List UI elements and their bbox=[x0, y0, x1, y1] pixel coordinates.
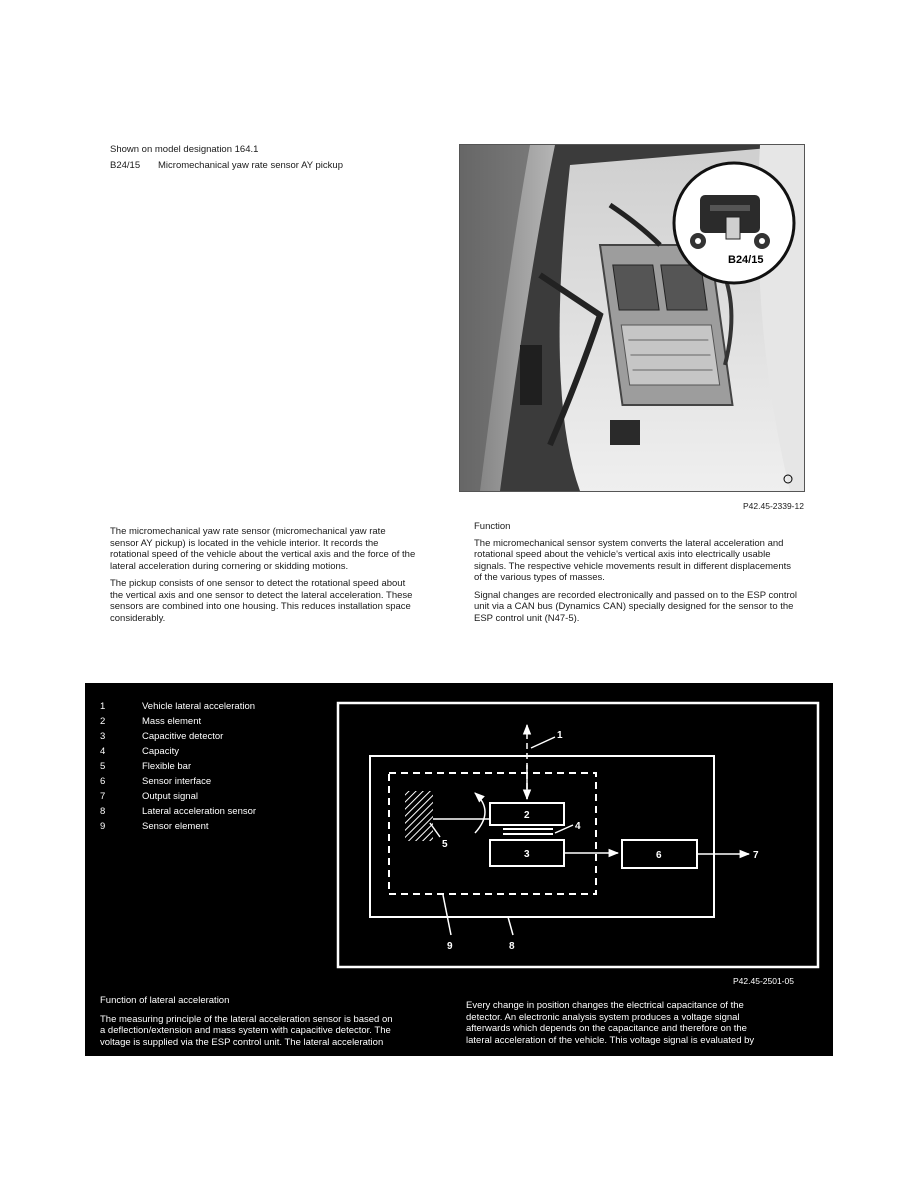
left-paragraph-1: The micromechanical yaw rate sensor (micromechanical yaw rate sensor AY pickup) is located in the vehicle interior. It records the rotational speed of the vehicle about the vertical axis and the force of the lateral acceleration during cornering or skidding motions. bbox=[110, 526, 416, 572]
diagram-reference: P42.45-2501-05 bbox=[733, 976, 794, 986]
right-paragraph-2: Signal changes are recorded electronically and passed on to the ESP control unit via a CAN bus (Dynamics CAN) specially designed for the sensor to the ESP control unit (N47-5). bbox=[474, 589, 798, 624]
left-paragraph-2: The pickup consists of one sensor to detect the rotational speed about the vertical axis and one sensor to detect the lateral acceleration. These sensors are combined into one housing. This reduces installation space considerably. bbox=[110, 578, 413, 624]
left-description bbox=[110, 526, 416, 630]
label-7: 7 bbox=[753, 850, 759, 861]
label-5: 5 bbox=[442, 839, 448, 850]
sensor-location-photo bbox=[459, 144, 805, 492]
label-4: 4 bbox=[575, 821, 581, 832]
leader-4 bbox=[555, 825, 573, 833]
bottom-right-block bbox=[466, 1000, 756, 1052]
fixed-mount bbox=[405, 791, 433, 841]
photo-illustration bbox=[460, 145, 804, 491]
leader-9 bbox=[443, 895, 451, 935]
label-9: 9 bbox=[447, 941, 453, 952]
label-6: 6 bbox=[656, 850, 662, 861]
right-paragraph-1: The micromechanical sensor system converts the lateral acceleration and rotational speed about the vehicle's vertical axis into electrically usable signals. The respective vehicle movements result in different displacements of the various types of masses. bbox=[474, 537, 791, 583]
deflection-arrow bbox=[475, 793, 485, 833]
leader-8 bbox=[508, 917, 513, 935]
lateral-function-heading: Function of lateral acceleration bbox=[100, 995, 230, 1006]
photo-callout-label: B24/15 bbox=[728, 254, 764, 266]
label-1: 1 bbox=[557, 730, 563, 741]
leader-1 bbox=[531, 737, 555, 748]
label-8: 8 bbox=[509, 941, 515, 952]
function-heading: Function bbox=[474, 521, 511, 532]
model-designation: Shown on model designation 164.1 bbox=[110, 144, 259, 155]
bottom-left-block bbox=[100, 995, 400, 1054]
label-3: 3 bbox=[524, 849, 530, 860]
lateral-function-text: The measuring principle of the lateral acceleration sensor is based on a deflection/extension and mass system with capacitive detector. The voltage is supplied via the ESP control unit. The lateral acceleration bbox=[100, 1013, 393, 1048]
label-2: 2 bbox=[524, 810, 530, 821]
photo-reference: P42.45-2339-12 bbox=[743, 501, 804, 511]
component-name: Micromechanical yaw rate sensor AY pickup bbox=[158, 160, 343, 171]
capacitance-text: Every change in position changes the electrical capacitance of the detector. An electronic analysis system produces a voltage signal afterwards which depends on the capacitance and therefore on the lateral acceleration of the vehicle. This voltage signal is evaluated by bbox=[466, 1000, 755, 1046]
component-code: B24/15 bbox=[110, 160, 141, 171]
right-description bbox=[474, 521, 798, 630]
lateral-acceleration-figure: 1 Vehicle lateral acceleration 2 Mass element 3 Capacitive detector 4 Capacity 5 Flexible bar 6 Sensor interface 7 Output signal 8 Lateral acceleration sensor 9 Sensor element 1 2 3 4 5 6 7 8 9 P42.45-2501-05 Function of lateral acceleration The measuring principle of the lateral acceleration sensor is based on a deflection/extension and mass system with capacitive detector. The voltage is supplied via the ESP control unit. The lateral acceleration Every change in position changes the electrical capacitance of the detector. An electronic analysis system produces a voltage signal afterwards which depends on the capacitance and therefore on the lateral acceleration of the vehicle. This voltage signal is evaluated by bbox=[85, 683, 833, 1056]
